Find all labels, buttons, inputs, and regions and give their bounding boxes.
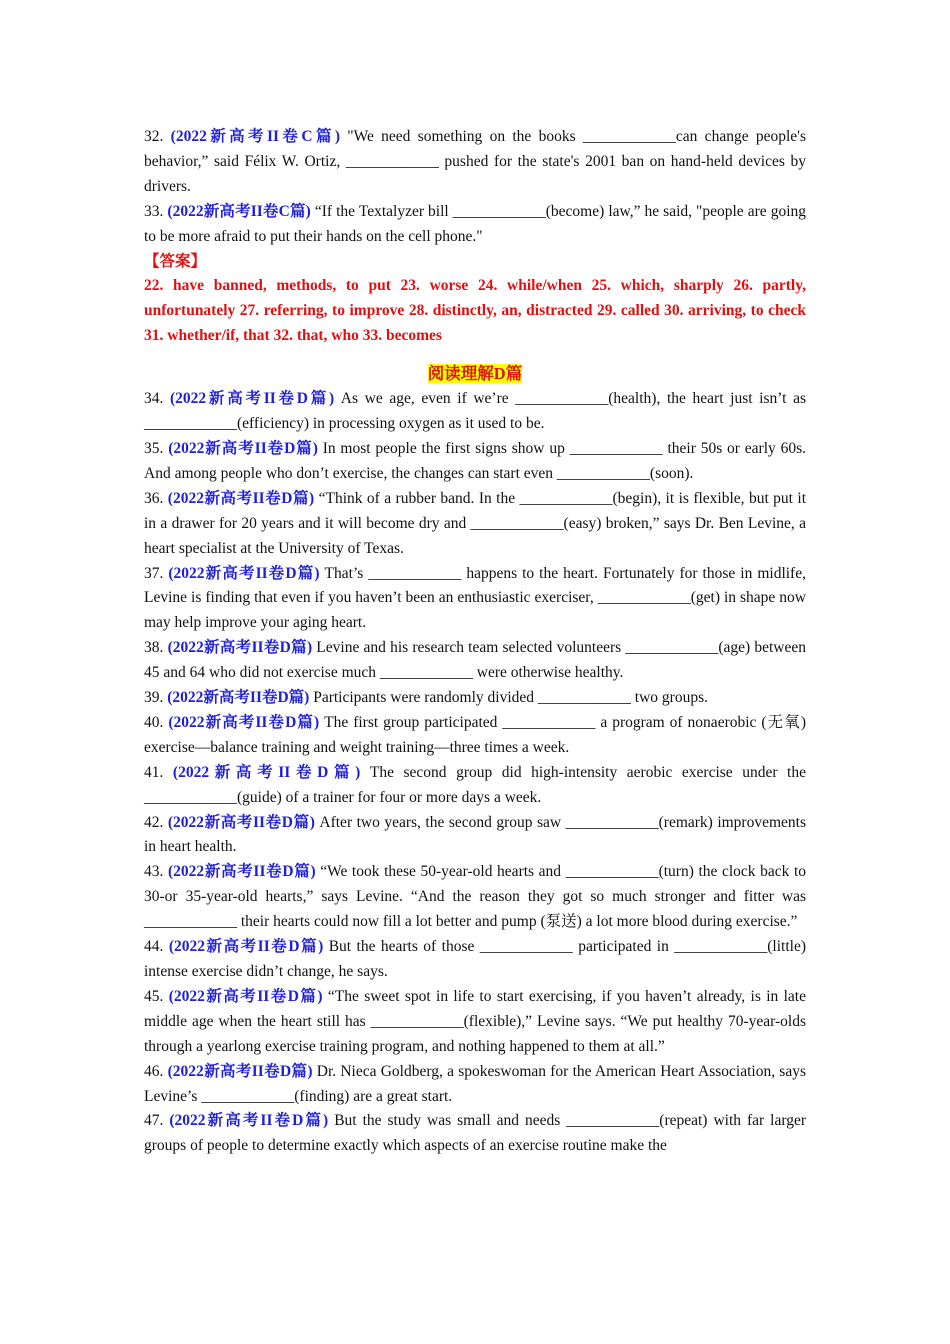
item-source: (2022新高考II卷D篇) (168, 439, 318, 457)
exercise-item (144, 562, 806, 637)
item-number: 37. (144, 564, 169, 582)
exercise-list-part2 (144, 387, 806, 1159)
item-text: The second group did high-intensity aerobic exercise under the ____________(guide) of a trainer for four or more days a week. (144, 763, 806, 806)
item-text: Levine and his research team selected volunteers ____________(age) between 45 and 64 who did not exercise much ____________ were otherwise healthy. (144, 639, 806, 682)
item-text: Dr. Nieca Goldberg, a spokeswoman for the American Heart Association, says Levine’s ____________(finding) are a great start. (144, 1062, 806, 1105)
exercise-item (144, 437, 806, 487)
exercise-item (144, 711, 806, 761)
item-number: 41. (144, 763, 173, 781)
item-text: “Think of a rubber band. In the ____________(begin), it is flexible, but put it in a drawer for 20 years and it will become dry and ____________(easy) broken,” says Dr. Ben Levine, a heart specialist at the University of Texas. (144, 489, 806, 557)
item-number: 43. (144, 863, 168, 881)
exercise-item (144, 761, 806, 811)
item-number: 38. (144, 639, 168, 657)
item-source: (2022新高考II卷D篇) (167, 489, 315, 507)
answer-heading: 【答案】 (144, 252, 207, 270)
item-source: (2022新高考II卷D篇) (168, 987, 323, 1005)
item-source: (2022新高考II卷D篇) (167, 639, 313, 657)
item-text: After two years, the second group saw ____________(remark) improvements in heart health. (144, 813, 807, 856)
item-source: (2022新高考II卷D篇) (168, 713, 320, 731)
item-number: 32. (144, 128, 171, 145)
item-text: The first group participated ____________ a program of nonaerobic (无氧) exercise—balance training and weight training—three times a week. (144, 713, 806, 756)
item-source: (2022新高考II卷D篇) (167, 689, 310, 707)
item-source: (2022新高考II卷D篇) (167, 1062, 313, 1080)
exercise-item (144, 686, 806, 711)
item-number: 42. (144, 813, 168, 831)
item-number: 36. (144, 489, 168, 507)
item-source: (2022新高考II卷D篇) (169, 1112, 329, 1130)
exercise-item (144, 125, 806, 200)
item-text: Participants were randomly divided ____________ two groups. (309, 689, 708, 707)
item-number: 45. (144, 987, 169, 1005)
exercise-item (144, 1060, 806, 1110)
item-text: But the hearts of those ____________ participated in ____________(little) intense exercise didn’t change, he says. (144, 938, 807, 980)
answer-text: 22. have banned, methods, to put 23. worse 24. while/when 25. which, sharply 26. partly, unfortunately 27. referring, to improve 28. distinctly, an, distracted 29. called 30. arriving, to check 31. whether/if, that 32. that, who 33. becomes (144, 277, 806, 345)
item-text: “If the Textalyzer bill ____________(become) law,” he said, "people are going to be more afraid to put their hands on the cell phone." (144, 202, 806, 245)
item-text: "We need something on the books ____________can change people's behavior,” said Félix W. Ortiz, ____________ pushed for the state's 2001 ban on hand-held devices by drivers. (144, 128, 806, 195)
section-heading (144, 361, 806, 387)
item-source: (2022新高考II卷C篇) (170, 128, 341, 145)
item-source: (2022新高考II卷D篇) (167, 813, 315, 831)
item-number: 34. (144, 390, 171, 408)
exercise-item (144, 811, 806, 861)
exercise-item (144, 935, 806, 985)
document-body (144, 125, 806, 1159)
item-text: “We took these 50-year-old hearts and ____________(turn) the clock back to 30-or 35-year-old hearts,” says Levine. “And the reason they got so much stronger and fitter was ____________ their hearts could now fill a lot better and pump (泵送) a lot more blood during exercise.” (144, 863, 806, 931)
exercise-item (144, 860, 806, 935)
exercise-item (144, 636, 806, 686)
section-title: 阅读理解D篇 (427, 364, 523, 384)
item-text: But the study was small and needs ____________(repeat) with far larger groups of people to determine exactly which aspects of an exercise routine make the (144, 1112, 807, 1155)
item-text: In most people the first signs show up ____________ their 50s or early 60s. And among people who don’t exercise, the changes can start even ____________(soon). (144, 439, 806, 482)
item-source: (2022新高考II卷D篇) (170, 390, 335, 408)
item-text: That’s ____________ happens to the heart. Fortunately for those in midlife, Levine is finding that even if you haven’t been an enthusiastic exerciser, ____________(get) in shape now may help improve your aging heart. (144, 564, 806, 632)
exercise-item (144, 387, 806, 437)
exercise-item (144, 487, 806, 562)
item-text: “The sweet spot in life to start exercising, if you haven’t already, is in late middle age when the heart still has ____________(flexible),” Levine says. “We put healthy 70-year-olds through a yearlong exercise training program, and nothing happened to them at all.” (144, 987, 806, 1055)
item-number: 39. (144, 689, 168, 707)
item-source: (2022新高考II卷D篇) (172, 763, 361, 781)
exercise-item (144, 1109, 806, 1159)
item-text: As we age, even if we’re ____________(health), the heart just isn’t as ____________(efficiency) in processing oxygen as it used to be. (144, 390, 806, 433)
item-number: 35. (144, 439, 169, 457)
item-source: (2022新高考II卷D篇) (168, 564, 320, 582)
exercise-list-part1 (144, 125, 806, 250)
item-number: 47. (144, 1112, 170, 1130)
item-number: 40. (144, 713, 169, 731)
item-source: (2022新高考II卷D篇) (167, 863, 316, 881)
item-number: 44. (144, 938, 169, 956)
item-source: (2022新高考II卷D篇) (168, 938, 324, 956)
exercise-item (144, 200, 806, 250)
item-number: 33. (144, 202, 168, 220)
item-number: 46. (144, 1062, 168, 1080)
exercise-item (144, 985, 806, 1060)
item-source: (2022新高考II卷C篇) (167, 202, 311, 220)
